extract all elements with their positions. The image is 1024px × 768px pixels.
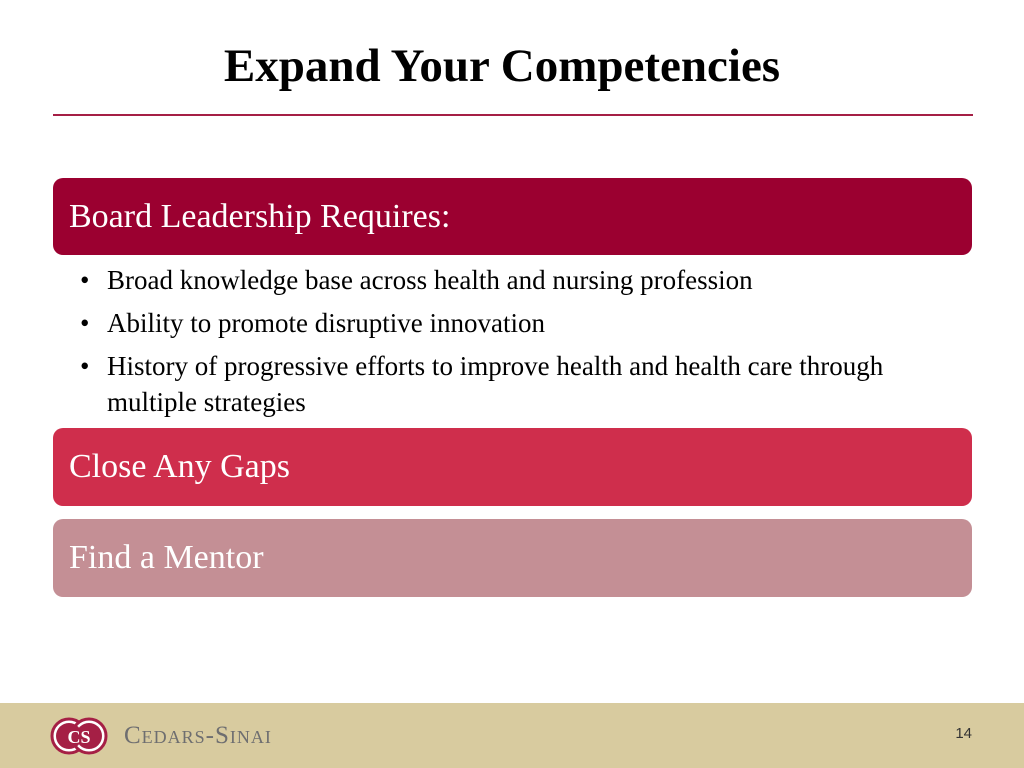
title-divider bbox=[53, 114, 973, 116]
page-number: 14 bbox=[955, 725, 972, 742]
logo-text: CS bbox=[67, 727, 91, 747]
section-label: Find a Mentor bbox=[69, 539, 264, 576]
bullet-item bbox=[76, 305, 956, 341]
bullet-text: History of progressive efforts to improve health and health care through multiple strategies bbox=[107, 351, 884, 417]
bullet-item bbox=[76, 348, 956, 420]
section-close-gaps bbox=[53, 428, 972, 506]
section-find-mentor bbox=[53, 519, 972, 597]
bullet-item bbox=[76, 262, 956, 298]
bullet-dot: • bbox=[80, 308, 90, 338]
bullet-dot: • bbox=[80, 265, 90, 295]
section-label: Close Any Gaps bbox=[69, 448, 290, 485]
bullet-text: Ability to promote disruptive innovation bbox=[107, 308, 545, 338]
bullet-text: Broad knowledge base across health and nursing profession bbox=[107, 265, 753, 295]
brand-name: Cedars-Sinai bbox=[124, 722, 272, 749]
section-label: Board Leadership Requires: bbox=[69, 197, 451, 235]
bullet-list bbox=[76, 262, 956, 427]
slide-title: Expand Your Competencies bbox=[223, 40, 781, 92]
bullet-dot: • bbox=[80, 351, 90, 381]
cedars-sinai-logo-icon bbox=[50, 715, 108, 757]
footer-bar bbox=[0, 703, 1024, 768]
section-board-leadership bbox=[53, 178, 972, 255]
